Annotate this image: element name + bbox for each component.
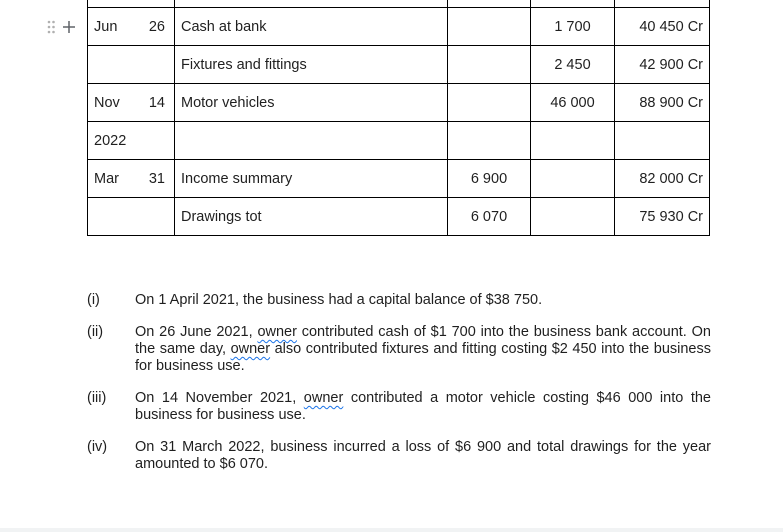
note-text[interactable] [135, 390, 711, 424]
list-item [87, 324, 711, 375]
table-row [88, 198, 710, 236]
debit-cell[interactable] [448, 8, 531, 46]
balance-cell[interactable] [615, 122, 710, 160]
particulars-cell[interactable]: Motor vehicles [175, 84, 448, 122]
date-cell[interactable] [88, 122, 175, 160]
note-text[interactable] [135, 324, 711, 375]
note-text-part: also contributed fixtures and fitting costing $2 450 into the business for business use. [135, 341, 711, 374]
debit-cell[interactable] [448, 122, 531, 160]
debit-cell[interactable] [448, 84, 531, 122]
particulars-cell[interactable]: Cash at bank [175, 8, 448, 46]
credit-cell[interactable] [531, 198, 615, 236]
date-cell[interactable] [88, 46, 175, 84]
credit-cell[interactable] [531, 122, 615, 160]
balance-cell[interactable]: 88 900 Cr [615, 84, 710, 122]
note-label: (i) [87, 292, 100, 308]
note-label: (ii) [87, 324, 104, 340]
table-row-controls [46, 17, 84, 37]
spellcheck-word[interactable]: owner [303, 390, 344, 406]
spellcheck-word[interactable]: owner [230, 341, 271, 357]
credit-cell[interactable] [531, 0, 615, 8]
date-month: Jun [94, 18, 118, 35]
particulars-cell[interactable] [175, 122, 448, 160]
date-day: 31 [148, 170, 165, 187]
debit-cell[interactable] [448, 46, 531, 84]
particulars-cell[interactable]: Income summary [175, 160, 448, 198]
notes-list [87, 292, 711, 488]
drag-handle-icon[interactable] [46, 20, 56, 34]
date-cell[interactable] [88, 198, 175, 236]
date-cell[interactable] [88, 84, 175, 122]
table-row [88, 160, 710, 198]
table-row [88, 0, 710, 8]
table-row [88, 46, 710, 84]
table-row [88, 8, 710, 46]
credit-cell[interactable]: 1 700 [531, 8, 615, 46]
page-bottom-edge [0, 528, 783, 532]
balance-cell[interactable] [615, 0, 710, 8]
note-text[interactable]: On 31 March 2022, business incurred a loss of $6 900 and total drawings for the year amounted to $6 070. [135, 439, 711, 472]
debit-cell[interactable]: 6 900 [448, 160, 531, 198]
credit-cell[interactable]: 46 000 [531, 84, 615, 122]
date-month: Nov [94, 94, 120, 111]
date-cell[interactable] [88, 0, 175, 8]
debit-cell[interactable] [448, 0, 531, 8]
plus-icon[interactable] [62, 20, 76, 34]
date-cell[interactable] [88, 8, 175, 46]
list-item [87, 439, 711, 473]
date-month: Mar [94, 170, 119, 187]
note-text-part: contributed a motor vehicle costing $46 000 into the business for business use. [135, 390, 711, 423]
balance-cell[interactable]: 40 450 Cr [615, 8, 710, 46]
particulars-cell[interactable]: Drawings tot [175, 198, 448, 236]
table-row [88, 122, 710, 160]
balance-cell[interactable]: 82 000 Cr [615, 160, 710, 198]
capital-ledger-table [87, 0, 710, 236]
particulars-cell[interactable]: Fixtures and fittings [175, 46, 448, 84]
balance-cell[interactable]: 42 900 Cr [615, 46, 710, 84]
credit-cell[interactable] [531, 160, 615, 198]
note-text-part: contributed cash of $1 700 into the business bank account. On the same day, [135, 324, 711, 357]
date-month: 2022 [94, 132, 127, 149]
table-row [88, 84, 710, 122]
note-text[interactable]: On 1 April 2021, the business had a capital balance of $38 750. [135, 292, 543, 308]
credit-cell[interactable]: 2 450 [531, 46, 615, 84]
date-day: 26 [148, 18, 165, 35]
note-label: (iv) [87, 439, 108, 455]
list-item [87, 390, 711, 424]
date-day: 14 [148, 94, 165, 111]
date-cell[interactable] [88, 160, 175, 198]
list-item [87, 292, 711, 309]
note-label: (iii) [87, 390, 107, 406]
note-text-part: On 26 June 2021, [135, 324, 258, 340]
note-text-part: On 14 November 2021, [135, 390, 304, 406]
particulars-cell[interactable] [175, 0, 448, 8]
spellcheck-word[interactable]: owner [257, 324, 297, 340]
balance-cell[interactable]: 75 930 Cr [615, 198, 710, 236]
debit-cell[interactable]: 6 070 [448, 198, 531, 236]
